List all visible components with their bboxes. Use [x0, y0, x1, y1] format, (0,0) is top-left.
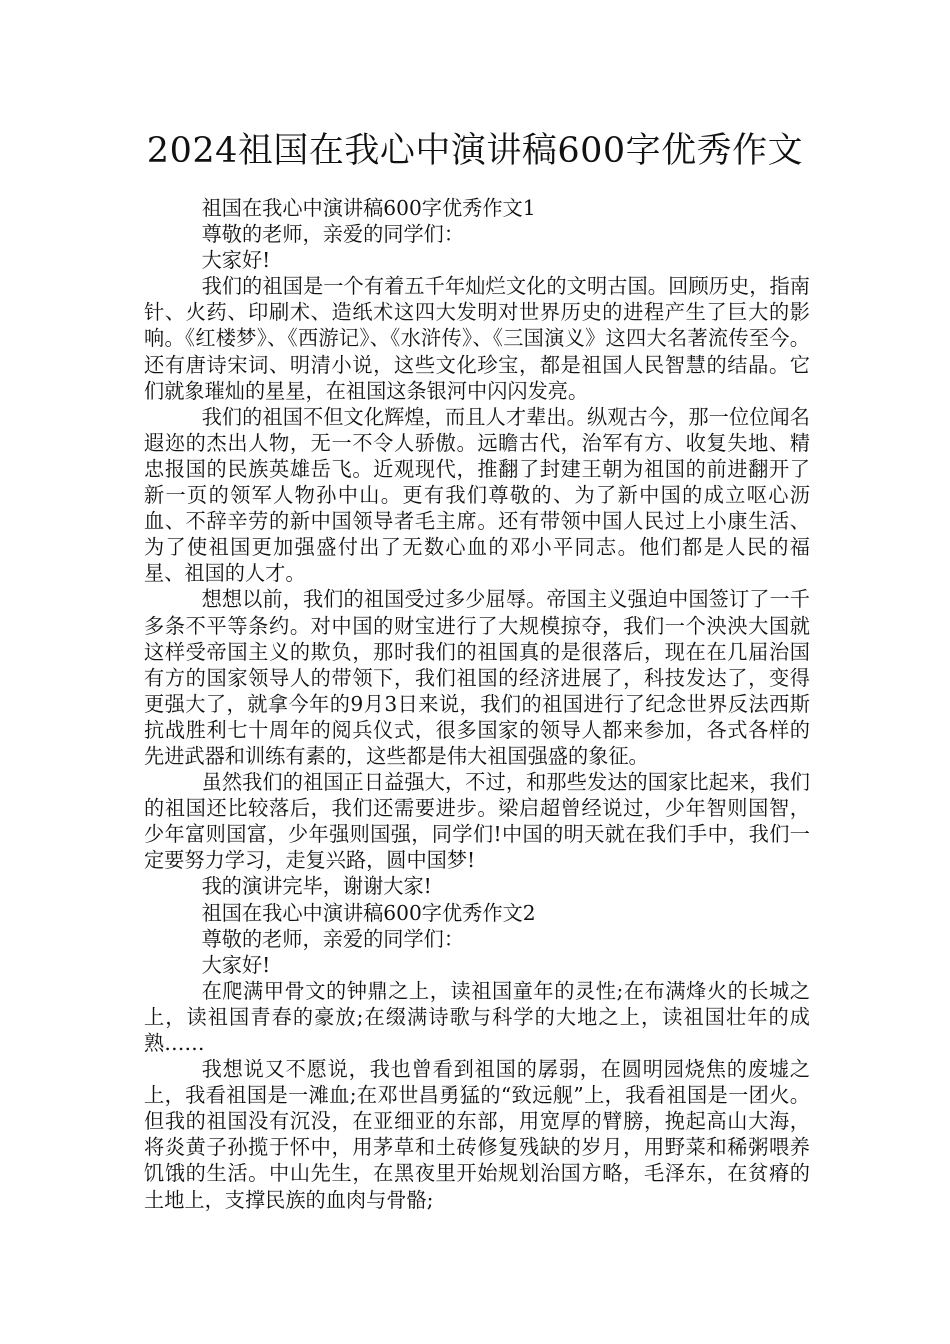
document-title: 2024祖国在我心中演讲稿600字优秀作文: [146, 131, 804, 171]
essay-2-heading: 祖国在我心中演讲稿600字优秀作文2: [201, 900, 536, 925]
salutation: 尊敬的老师，亲爱的同学们：: [201, 222, 465, 247]
salutation: 尊敬的老师，亲爱的同学们：: [201, 926, 465, 951]
closing-line: 我的演讲完毕，谢谢大家!: [201, 874, 432, 899]
paragraph: 在爬满甲骨文的钟鼎之上，读祖国童年的灵性;在布满烽火的长城之上，读祖国青春的豪放;在缀满诗歌与科学的大地之上，读祖国壮年的成熟……: [144, 978, 810, 1055]
paragraph: 我们的祖国不但文化辉煌，而且人才辈出。纵观古今，那一位位闻名遐迩的杰出人物，无一不令人骄傲。远瞻古代，治军有方、收复失地、精忠报国的民族英雄岳飞。近观现代，推翻了封建王朝为祖国的前进翻开了新一页的领军人物孙中山。更有我们尊敬的、为了新中国的成立呕心沥血、不辞辛劳的新中国领导者毛主席。还有带领中国人民过上小康生活、为了使祖国更加强盛付出了无数心血的邓小平同志。他们都是人民的福星、祖国的人才。: [144, 404, 810, 586]
document-body: [144, 195, 810, 1213]
paragraph: 我们的祖国是一个有着五千年灿烂文化的文明古国。回顾历史，指南针、火药、印刷术、造纸术这四大发明对世界历史的进程产生了巨大的影响。《红楼梦》、《西游记》、《水浒传》、《三国演义》这四大名著流传至今。还有唐诗宋词、明清小说，这些文化珍宝，都是祖国人民智慧的结晶。它们就象璀灿的星星，在祖国这条银河中闪闪发亮。: [144, 274, 810, 403]
essay-1-heading: 祖国在我心中演讲稿600字优秀作文1: [201, 196, 536, 220]
paragraph: 想想以前，我们的祖国受过多少屈辱。帝国主义强迫中国签订了一千多条不平等条约。对中国的财宝进行了大规模掠夺，我们一个泱泱大国就这样受帝国主义的欺负，那时我们的祖国真的是很落后，现在在几届治国有方的国家领导人的带领下，我们祖国的经济进展了，科技发达了，变得更强大了，就拿今年的9月3日来说，我们的祖国进行了纪念世界反法西斯抗战胜利七十周年的阅兵仪式，很多国家的领导人都来参加，各式各样的先进武器和训练有素的，这些都是伟大祖国强盛的象征。: [144, 587, 810, 768]
paragraph: 我想说又不愿说，我也曾看到祖国的孱弱，在圆明园烧焦的废墟之上，我看祖国是一滩血;在邓世昌勇猛的“致远舰”上，我看祖国是一团火。但我的祖国没有沉没，在亚细亚的东部，用宽厚的臂膀，挽起高山大海，将炎黄子孙揽于怀中，用茅草和土砖修复残缺的岁月，用野菜和稀粥喂养饥饿的生活。中山先生，在黑夜里开始规划治国方略，毛泽东，在贫瘠的土地上，支撑民族的血肉与骨骼;: [144, 1057, 810, 1212]
greeting: 大家好!: [201, 248, 271, 273]
greeting: 大家好!: [201, 952, 271, 977]
paragraph: 虽然我们的祖国正日益强大，不过，和那些发达的国家比起来，我们的祖国还比较落后，我们还需要进步。梁启超曾经说过，少年智则国智，少年富则国富，少年强则国强，同学们!中国的明天就在我们手中，我们一定要努力学习，走复兴路，圆中国梦!: [144, 770, 810, 873]
